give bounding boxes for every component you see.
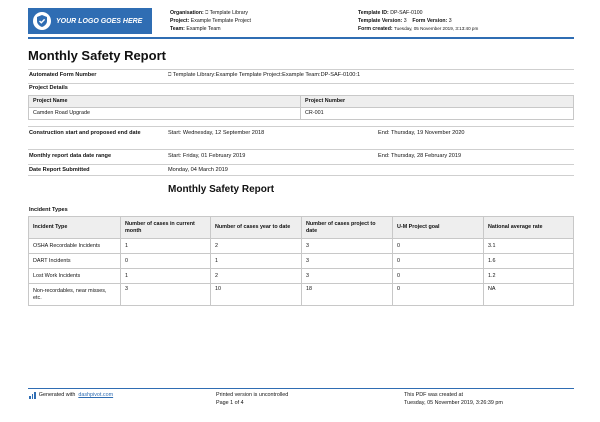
project-value: Example Template Project: [190, 18, 251, 24]
table-cell: 1.2: [484, 269, 574, 284]
organisation-value: ⎕ Template Library: [205, 10, 248, 16]
table-cell: 10: [211, 284, 302, 306]
project-details-row: [28, 83, 574, 93]
table-header-row: [29, 217, 574, 239]
table-cell: 2: [211, 239, 302, 254]
table-row: [29, 284, 574, 306]
auto-form-number-row: [28, 69, 574, 81]
report-range-row: [28, 149, 574, 163]
company-logo: [28, 8, 152, 34]
generated-with: [29, 392, 113, 400]
table-cell: NA: [484, 284, 574, 306]
generated-prefix: Generated with: [38, 392, 76, 398]
team-label: Team:: [170, 26, 185, 32]
date-submitted-label: Date Report Submitted: [29, 167, 90, 173]
table-row: [29, 239, 574, 254]
table-cell: 2: [211, 269, 302, 284]
form-version-label: Form Version:: [412, 18, 448, 24]
column-header: Number of cases project to date: [302, 217, 393, 239]
auto-form-number-value: ⎕ Template Library:Example Template Project:Example Team:DP-SAF-0100:1: [168, 72, 361, 78]
construction-label: Construction start and proposed end date: [29, 130, 141, 136]
report-range-label: Monthly report data date range: [29, 153, 112, 159]
project-table: [28, 95, 574, 120]
table-cell: 0: [393, 284, 484, 306]
template-meta: [358, 9, 478, 33]
footer-divider: [28, 388, 574, 389]
column-header: National average rate: [484, 217, 574, 239]
document-header: [28, 8, 574, 34]
table-header-row: [29, 96, 574, 108]
form-version-value: 3: [448, 18, 452, 24]
table-row: [29, 108, 574, 120]
section-title: Monthly Safety Report: [168, 184, 275, 195]
column-header: U-M Project goal: [393, 217, 484, 239]
table-row: [29, 269, 574, 284]
form-created-label: Form created:: [358, 26, 393, 32]
bar-chart-icon: [29, 392, 36, 399]
incident-type-cell: Lost Work Incidents: [29, 269, 121, 284]
project-name-cell: Camden Road Upgrade: [29, 108, 301, 120]
table-cell: 0: [393, 239, 484, 254]
table-cell: 3: [121, 284, 211, 306]
created-value: Tuesday, 05 November 2019, 3:26:39 pm: [404, 399, 503, 406]
template-version-label: Template Version:: [358, 18, 403, 24]
dashpivot-link[interactable]: dashpivot.com: [78, 392, 114, 398]
table-cell: 1: [121, 269, 211, 284]
construction-dates-row: [28, 126, 574, 146]
logo-text: YOUR LOGO GOES HERE: [56, 17, 143, 25]
table-cell: 3.1: [484, 239, 574, 254]
auto-form-number-label: Automated Form Number: [29, 72, 97, 78]
table-cell: 1: [121, 239, 211, 254]
column-header: Project Number: [301, 96, 574, 108]
table-row: [29, 254, 574, 269]
template-id-label: Template ID:: [358, 10, 389, 16]
incident-type-cell: OSHA Recordable Incidents: [29, 239, 121, 254]
table-cell: 3: [302, 269, 393, 284]
table-cell: 18: [302, 284, 393, 306]
table-cell: 0: [393, 254, 484, 269]
team-value: Example Team: [186, 26, 221, 32]
organisation-label: Organisation:: [170, 10, 204, 16]
incident-table: [28, 216, 574, 306]
table-cell: 1: [211, 254, 302, 269]
template-id-value: DP-SAF-0100: [390, 10, 423, 16]
table-cell: 0: [121, 254, 211, 269]
report-range-end: End: Thursday, 28 February 2019: [378, 153, 462, 159]
date-submitted-value: Monday, 04 March 2019: [168, 167, 228, 173]
date-submitted-row: [28, 164, 574, 176]
shield-check-icon: [32, 11, 52, 31]
table-cell: 1.6: [484, 254, 574, 269]
incident-types-label: Incident Types: [29, 207, 68, 213]
page-info: Page 1 of 4: [216, 399, 244, 406]
created-note: This PDF was created at: [404, 392, 464, 398]
column-header: Project Name: [29, 96, 301, 108]
table-cell: 3: [302, 254, 393, 269]
project-details-label: Project Details: [29, 85, 68, 91]
header-divider: [28, 37, 574, 39]
form-created-value: Tuesday, 05 November 2019, 3:13:40 pm: [394, 26, 479, 31]
page-title: Monthly Safety Report: [28, 48, 166, 63]
template-version-value: 3: [403, 18, 407, 24]
construction-start: Start: Wednesday, 12 September 2018: [168, 130, 265, 136]
print-info: [216, 392, 288, 407]
column-header: Number of cases in current month: [121, 217, 211, 239]
project-number-cell: CR-001: [301, 108, 574, 120]
project-label: Project:: [170, 18, 190, 24]
table-cell: 3: [302, 239, 393, 254]
incident-type-cell: Non-recordables, near misses, etc.: [29, 284, 121, 306]
column-header: Incident Type: [29, 217, 121, 239]
construction-end: End: Thursday, 19 November 2020: [378, 130, 465, 136]
created-info: [404, 392, 503, 407]
table-cell: 0: [393, 269, 484, 284]
organisation-meta: [170, 9, 251, 33]
column-header: Number of cases year to date: [211, 217, 302, 239]
report-range-start: Start: Friday, 01 February 2019: [168, 153, 246, 159]
incident-type-cell: DART Incidents: [29, 254, 121, 269]
printed-note: Printed version is uncontrolled: [216, 392, 289, 398]
